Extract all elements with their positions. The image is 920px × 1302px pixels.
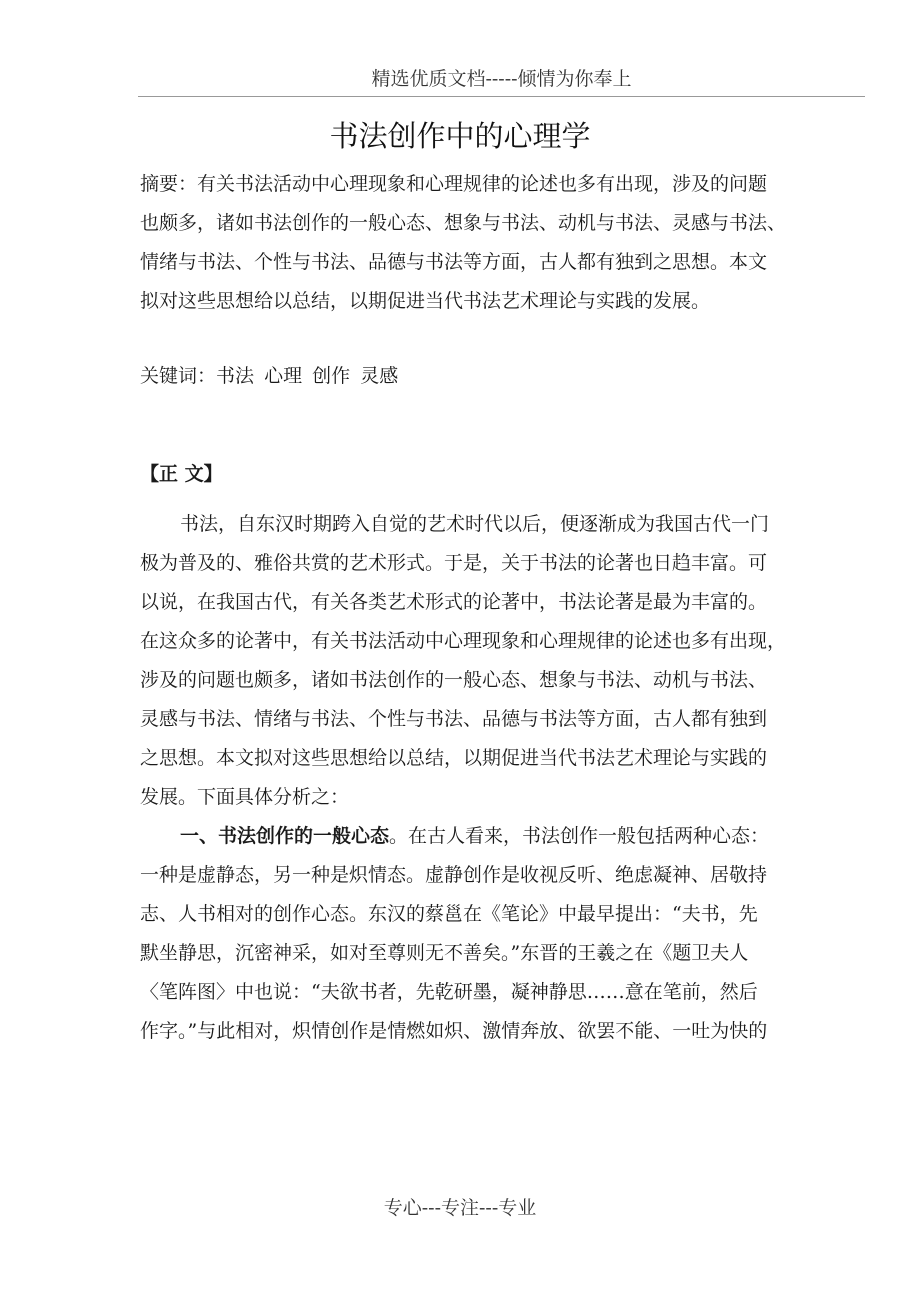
body-line: 一种是虚静态，另一种是炽情态。虚静创作是收视反听、绝虑凝神、居敬持 — [140, 864, 768, 886]
body-line: 〈笔阵图〉中也说：“夫欲书者，先乾研墨，凝神静思……意在笔前，然后 — [140, 981, 758, 1003]
section-text: 。在古人看来，书法创作一般包括两种心态： — [389, 825, 770, 847]
abstract — [140, 165, 870, 321]
body-line: 作字。”与此相对，炽情创作是情燃如炽、激情奔放、欲罢不能、一吐为快的 — [140, 1020, 768, 1042]
keywords — [140, 357, 870, 396]
keywords-label: 关键词： — [140, 365, 217, 387]
body-line: 灵感与书法、情绪与书法、个性与书法、品德与书法等方面，古人都有独到 — [140, 708, 768, 730]
abstract-line: 拟对这些思想给以总结，以期促进当代书法艺术理论与实践的发展。 — [140, 290, 711, 312]
body-section-label: 【正 文】 — [140, 463, 223, 485]
keyword: 灵感 — [360, 365, 399, 387]
body-line: 极为普及的、雅俗共赏的艺术形式。于是，关于书法的论著也日趋丰富。可 — [140, 552, 768, 574]
abstract-line: 摘要：有关书法活动中心理现象和心理规律的论述也多有出现，涉及的问题 — [140, 173, 768, 195]
body-line: 书法，自东汉时期跨入自觉的艺术时代以后，便逐渐成为我国古代一门 — [180, 513, 770, 535]
section-first-line — [140, 817, 870, 856]
body-line: 发展。下面具体分析之： — [140, 786, 350, 808]
body-text — [140, 505, 870, 1051]
keyword: 创作 — [312, 365, 351, 387]
page-header: 精选优质文档-----倾情为你奉上 — [138, 64, 865, 97]
abstract-line: 也颇多，诸如书法创作的一般心态、想象与书法、动机与书法、灵感与书法、 — [140, 212, 787, 234]
body-line: 志、人书相对的创作心态。东汉的蔡邕在《笔论》中最早提出：“夫书，先 — [140, 903, 758, 925]
document-title: 书法创作中的心理学 — [329, 119, 591, 153]
body-line: 默坐静思，沉密神采，如对至尊则无不善矣。”东晋的王羲之在《题卫夫人 — [140, 942, 749, 964]
body-line: 以说，在我国古代，有关各类艺术形式的论著中，书法论著是最为丰富的。 — [140, 591, 768, 613]
body-line: 涉及的问题也颇多，诸如书法创作的一般心态、想象与书法、动机与书法、 — [140, 669, 768, 691]
abstract-line: 情绪与书法、个性与书法、品德与书法等方面，古人都有独到之思想。本文 — [140, 251, 768, 273]
section-heading: 一、书法创作的一般心态 — [180, 825, 390, 847]
keyword: 心理 — [264, 365, 303, 387]
body-line: 之思想。本文拟对这些思想给以总结，以期促进当代书法艺术理论与实践的 — [140, 747, 768, 769]
body-line: 在这众多的论著中，有关书法活动中心理现象和心理规律的论述也多有出现， — [140, 630, 787, 652]
page-footer: 专心---专注---专业 — [383, 1197, 537, 1219]
keyword: 书法 — [216, 365, 255, 387]
